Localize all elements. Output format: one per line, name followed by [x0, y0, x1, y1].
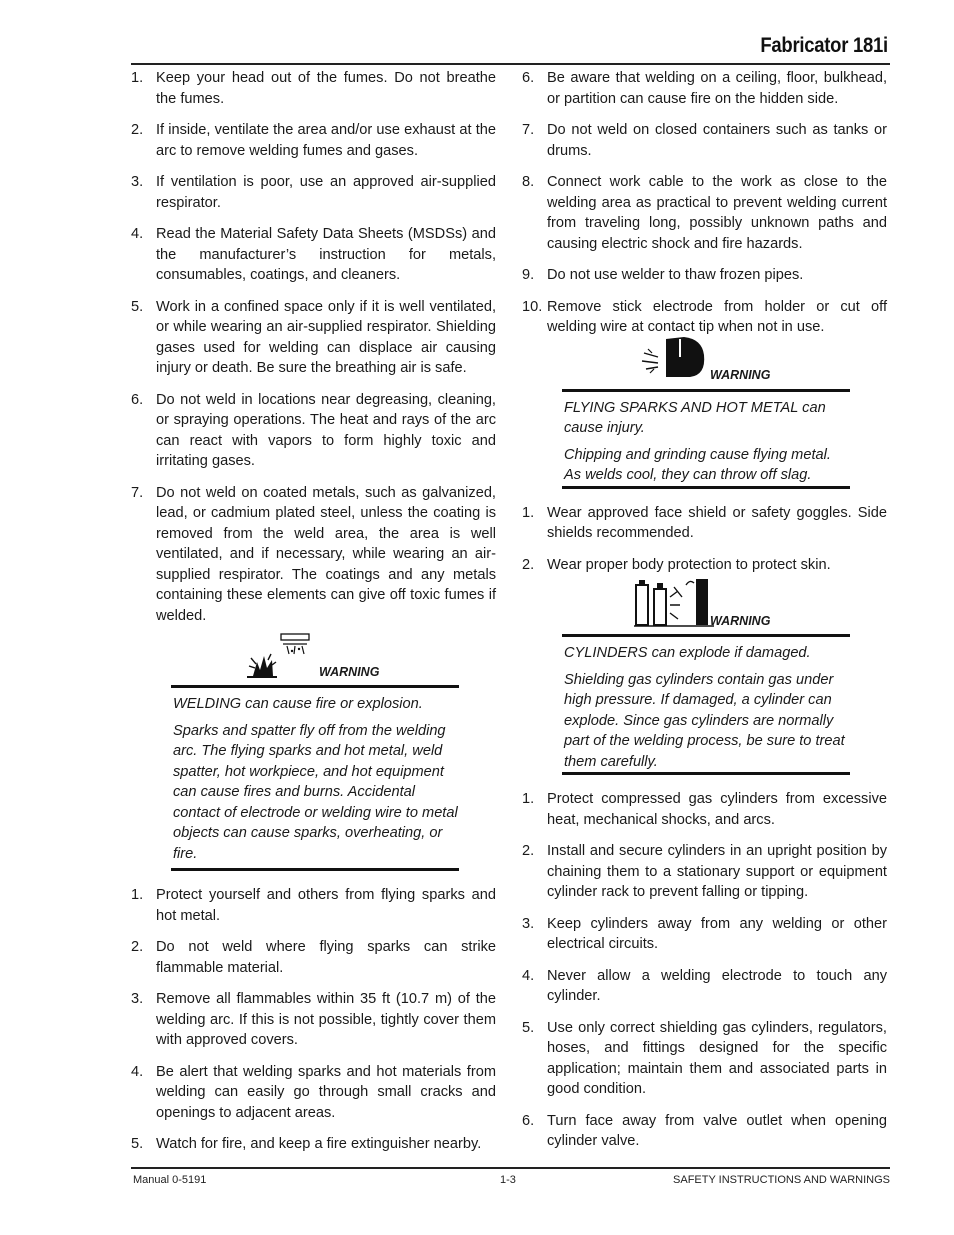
item-text: Turn face away from valve outlet when opening cylinder valve. [547, 1112, 887, 1149]
list-item [522, 1111, 887, 1152]
item-text: Wear proper body protection to protect skin. [547, 556, 831, 573]
item-number: 4. [131, 1063, 144, 1080]
page-number: 1-3 [500, 1174, 516, 1186]
item-text: Do not weld where flying sparks can strike flammable material. [156, 939, 496, 976]
document-title: Fabricator 181i [760, 34, 888, 57]
warning-title: CYLINDERS can explode if damaged. [564, 645, 811, 661]
fire-explosion-icon [247, 632, 313, 685]
list-item [522, 120, 887, 161]
item-number: 1. [522, 791, 535, 807]
item-number: 2. [131, 939, 144, 955]
item-number: 2. [522, 843, 535, 859]
list-item [131, 68, 496, 109]
left-column [131, 68, 496, 1166]
list-item [131, 120, 496, 161]
warning-body: Chipping and grinding cause flying metal. As welds cool, they can throw off slag. [564, 446, 831, 483]
item-text: Do not weld on closed containers such as tanks or drums. [547, 122, 887, 159]
list-item [131, 297, 496, 379]
item-number: 10. [522, 298, 543, 315]
cylinder-warning-box [562, 586, 850, 775]
item-text: Read the Material Safety Data Sheets (MSDSs) and the manufacturer’s instruction for metals, consumables, coatings, and cleaners. [156, 226, 496, 283]
warning-header [562, 349, 850, 392]
item-number: 8. [522, 174, 535, 190]
item-number: 9. [522, 267, 535, 283]
item-text: Be alert that welding sparks and hot materials from welding can easily go through small cracks and openings to adjacent areas. [156, 1063, 496, 1121]
list-item [522, 555, 887, 576]
list-item [522, 789, 887, 830]
item-number: 1. [131, 887, 144, 903]
item-text: Work in a confined space only if it is well ventilated, or while wearing an air-supplied respirator. Shielding gases used for welding can displace air causing injury or death. Be sure the breathing air is safe. [156, 298, 496, 376]
warning-header [171, 637, 459, 688]
list-item [131, 937, 496, 978]
item-number: 5. [131, 298, 144, 315]
item-number: 7. [131, 484, 144, 501]
list-item [522, 966, 887, 1007]
warning-label: WARNING [710, 613, 771, 628]
list-item [131, 1062, 496, 1124]
warning-header [562, 586, 850, 637]
list-item [131, 224, 496, 286]
list-item [131, 989, 496, 1051]
warning-title: FLYING SPARKS AND HOT METAL can cause injury. [564, 399, 826, 436]
list-item [131, 483, 496, 627]
item-text: Keep cylinders away from any welding or other electrical circuits. [547, 915, 887, 952]
header-rule [131, 63, 890, 65]
list-item [522, 68, 887, 109]
item-text: Install and secure cylinders in an upright position by chaining them to a stationary support or equipment cylinder rack to prevent falling or tipping. [547, 843, 887, 900]
warning-label: WARNING [710, 368, 771, 382]
item-text: If ventilation is poor, use an approved air-supplied respirator. [156, 174, 496, 211]
item-number: 2. [522, 556, 535, 573]
item-text: Never allow a welding electrode to touch any cylinder. [547, 967, 887, 1004]
list-item [522, 841, 887, 903]
item-text: Wear approved face shield or safety goggles. Side shields recommended. [547, 504, 887, 541]
list-item [131, 1134, 496, 1155]
item-number: 6. [522, 70, 535, 86]
list-item [522, 1018, 887, 1100]
warning-label: WARNING [319, 664, 380, 679]
item-number: 3. [131, 174, 144, 190]
item-number: 3. [522, 915, 535, 932]
cylinder-list [522, 789, 887, 1152]
item-text: Do not use welder to thaw frozen pipes. [547, 267, 804, 283]
list-item [522, 914, 887, 955]
item-text: Remove stick electrode from holder or cut off welding wire at contact tip when not in use. [547, 298, 887, 335]
list-item [522, 265, 887, 286]
right-column [522, 68, 887, 1163]
item-number: 1. [522, 504, 535, 521]
warning-footer-rule [171, 868, 459, 871]
item-text: If inside, ventilate the area and/or use exhaust at the arc to remove welding fumes and gases. [156, 122, 496, 159]
item-number: 4. [131, 226, 144, 242]
warning-title: WELDING can cause fire or explosion. [173, 696, 423, 712]
warning-body: Sparks and spatter fly off from the welding arc. The flying sparks and hot metal, weld spatter, hot workpiece, and hot equipment can cause fires and burns. Accidental contact of electrode or welding wire to metal objects can cause sparks, overheating, or fire. [173, 722, 458, 862]
item-number: 5. [131, 1136, 144, 1152]
item-number: 5. [522, 1019, 535, 1036]
list-item [131, 390, 496, 472]
item-text: Watch for fire, and keep a fire extinguisher nearby. [156, 1136, 482, 1152]
item-text: Use only correct shielding gas cylinders, regulators, hoses, and fittings designed for the specific application; maintain them and associated parts in good condition. [547, 1019, 887, 1097]
item-number: 4. [522, 967, 535, 984]
list-item [522, 297, 887, 338]
item-number: 6. [522, 1112, 535, 1129]
item-text: Keep your head out of the fumes. Do not breathe the fumes. [156, 70, 496, 107]
item-number: 7. [522, 122, 535, 138]
warning-footer-rule [562, 486, 850, 489]
item-text: Do not weld in locations near degreasing, cleaning, or spraying operations. The heat and rays of the arc can react with vapors to form highly toxic and irritating gases. [156, 391, 496, 469]
list-item [522, 503, 887, 544]
fire-list-continued [522, 68, 887, 338]
list-item [522, 172, 887, 254]
fire-list [131, 885, 496, 1155]
item-text: Do not weld on coated metals, such as galvanized, lead, or cadmium plated steel, unless the coating is removed from the weld area, the area is well ventilated, and if necessary, while wearing an air-supplied respirator. The coatings and any metals containing these elements can give off toxic fumes if welded. [156, 484, 496, 624]
manual-number: Manual 0-5191 [133, 1174, 207, 1186]
list-item [131, 885, 496, 926]
sparks-warning-box [562, 349, 850, 489]
item-text: Connect work cable to the work as close to the welding area as practical to prevent welding current from traveling long, possibly unknown paths and causing electric shock and fire hazards. [547, 174, 887, 252]
item-text: Protect yourself and others from flying sparks and hot metal. [156, 887, 496, 924]
footer-rule [131, 1167, 890, 1169]
item-number: 3. [131, 991, 144, 1007]
item-number: 2. [131, 122, 144, 138]
fire-warning-box [171, 637, 459, 871]
item-text: Remove all flammables within 35 ft (10.7 m) of the welding arc. If this is not possible, tightly cover them with approved covers. [156, 991, 496, 1048]
item-text: Be aware that welding on a ceiling, floor, bulkhead, or partition can cause fire on the hidden side. [547, 70, 887, 107]
list-item [131, 172, 496, 213]
section-title: SAFETY INSTRUCTIONS AND WARNINGS [673, 1174, 890, 1186]
warning-footer-rule [562, 772, 850, 775]
warning-body: Shielding gas cylinders contain gas under high pressure. If damaged, a cylinder can explode. Since gas cylinders are normally part of the welding process, be sure to treat them carefully. [564, 671, 845, 770]
item-text: Protect compressed gas cylinders from excessive heat, mechanical shocks, and arcs. [547, 791, 887, 828]
eye-protection-list [522, 503, 887, 576]
cylinder-explosion-icon [634, 577, 714, 634]
item-number: 1. [131, 70, 144, 86]
fumes-list [131, 68, 496, 626]
face-shield-icon [640, 335, 710, 388]
item-number: 6. [131, 391, 144, 408]
